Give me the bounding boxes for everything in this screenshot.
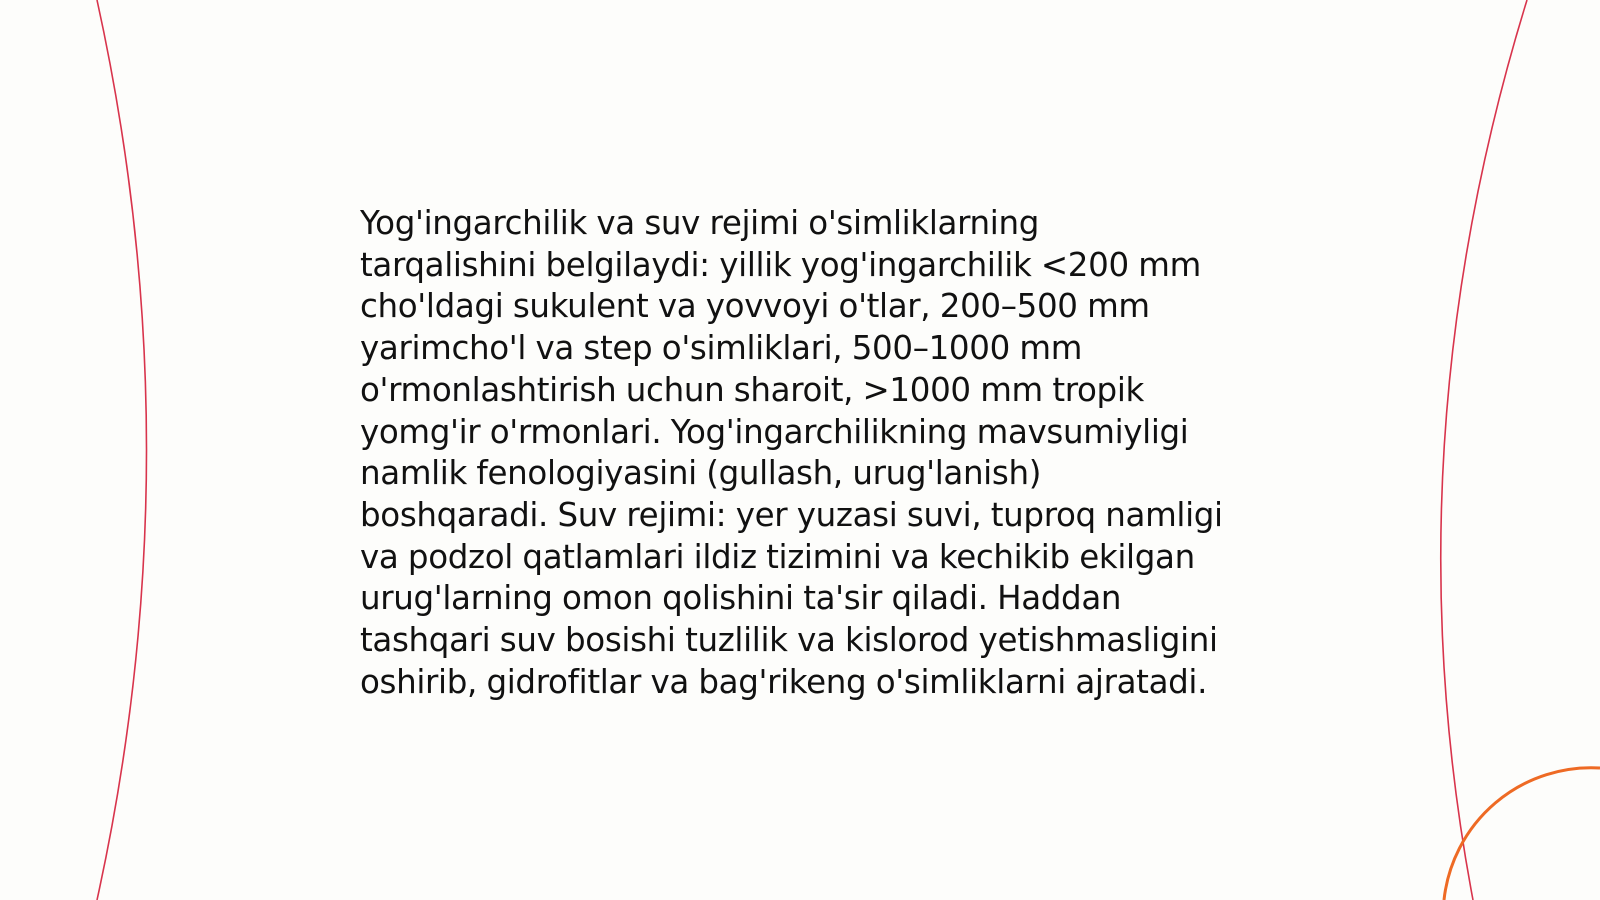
paragraph-line: yarimcho'l va step o'simliklari, 500–1000 mm [360, 329, 1083, 368]
paragraph-line: oshirib, gidrofitlar va bag'rikeng o'simliklarni ajratadi. [360, 662, 1208, 701]
paragraph-line: Yog'ingarchilik va suv rejimi o'simliklarning [360, 204, 1039, 242]
left-border-curve [97, 0, 147, 900]
paragraph-line: o'rmonlashtirish uchun sharoit, >1000 mm tropik [360, 370, 1144, 409]
paragraph-line: va podzol qatlamlari ildiz tizimini va kechikib ekilgan [360, 537, 1195, 576]
right-border-curve [1441, 0, 1527, 900]
paragraph-line: yomg'ir o'rmonlari. Yog'ingarchilikning mavsumiyligi [360, 412, 1189, 451]
paragraph-line: namlik fenologiyasini (gullash, urug'lanish) [360, 454, 1042, 493]
paragraph-line: boshqaradi. Suv rejimi: yer yuzasi suvi, tuproq namligi [360, 495, 1223, 534]
paragraph-line: tarqalishini belgilaydi: yillik yog'ingarchilik <200 mm [360, 245, 1201, 284]
paragraph-line: urug'larning omon qolishini ta'sir qiladi. Haddan [360, 579, 1122, 618]
bottom-right-accent-arc [1444, 768, 1600, 900]
paragraph-line: tashqari suv bosishi tuzlilik va kislorod yetishmasligini [360, 621, 1218, 660]
paragraph-line: cho'ldagi sukulent va yovvoyi o'tlar, 200–500 mm [360, 287, 1150, 326]
body-paragraph [360, 203, 1260, 703]
